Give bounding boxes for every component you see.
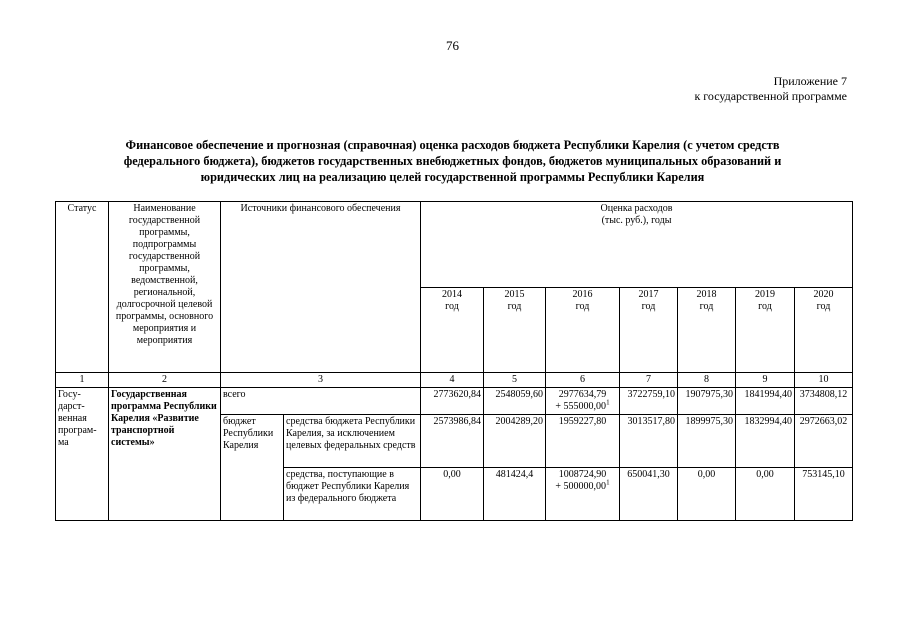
- value-cell: 2972663,02: [795, 415, 853, 468]
- header-year-2019: [736, 287, 795, 373]
- header-year-2014: [421, 287, 484, 373]
- footnote-mark: 1: [606, 398, 610, 407]
- value-extra-amount: + 500000,00: [555, 481, 607, 492]
- footnote-mark: 1: [606, 478, 610, 487]
- value-cell: 1841994,40: [736, 388, 795, 415]
- column-number-6: 6: [546, 373, 620, 388]
- value-cell: 3734808,12: [795, 388, 853, 415]
- year-unit: год: [507, 300, 522, 312]
- header-year-2015: [484, 287, 546, 373]
- year-unit: год: [641, 300, 656, 312]
- column-number-8: 8: [678, 373, 736, 388]
- title-line-2: федерального бюджета), бюджетов государственных внебюджетных фондов, бюджетов муниципальных образований и: [123, 154, 782, 168]
- header-estimate-line-2: (тыс. руб.), годы: [601, 215, 672, 226]
- value-cell: 2548059,60: [484, 388, 546, 415]
- year-label: 2018: [696, 288, 717, 300]
- header-year-2016: [546, 287, 620, 373]
- page-number: 76: [446, 38, 459, 53]
- year-unit: год: [445, 300, 459, 312]
- value-cell: 1907975,30: [678, 388, 736, 415]
- value-cell: 3722759,10: [620, 388, 678, 415]
- value-cell: 2004289,20: [484, 415, 546, 468]
- value-cell: 481424,4: [484, 468, 546, 521]
- appendix-line-2: к государственной программе: [694, 89, 847, 103]
- source-federal-funds: средства, поступающие в бюджет Республики Карелия из федерального бюджета: [284, 468, 421, 521]
- column-number-row: [56, 373, 853, 388]
- value-cell: 0,00: [421, 468, 484, 521]
- header-estimate-line-1: Оценка расходов: [600, 203, 673, 214]
- year-unit: год: [816, 300, 831, 312]
- column-number-3: 3: [221, 373, 421, 388]
- column-number-10: 10: [795, 373, 853, 388]
- column-number-5: 5: [484, 373, 546, 388]
- year-label: 2020: [813, 288, 834, 300]
- value-cell-2016: [546, 468, 620, 521]
- header-estimate: [421, 202, 853, 288]
- year-label: 2015: [504, 288, 525, 300]
- value-cell: 1832994,40: [736, 415, 795, 468]
- value-cell: 2573986,84: [421, 415, 484, 468]
- budget-label: бюджет Республики Карелия: [221, 415, 284, 521]
- header-year-2018: [678, 287, 736, 373]
- column-number-7: 7: [620, 373, 678, 388]
- finance-table: [55, 201, 853, 521]
- year-label: 2019: [755, 288, 775, 300]
- column-number-2: 2: [109, 373, 221, 388]
- year-unit: год: [758, 300, 772, 312]
- header-sources: Источники финансового обеспечения: [221, 202, 421, 373]
- source-regional-funds: средства бюджета Республики Карелия, за исключением целевых федеральных средств: [284, 415, 421, 468]
- appendix-line-1: Приложение 7: [773, 74, 847, 88]
- value-extra-amount: + 555000,00: [555, 401, 607, 412]
- value-cell: 0,00: [678, 468, 736, 521]
- document-title: [70, 137, 835, 185]
- year-label: 2016: [572, 288, 593, 300]
- value-cell: 753145,10: [795, 468, 853, 521]
- title-line-3: юридических лиц на реализацию целей государственной программы Республики Карелия: [200, 170, 705, 184]
- value-main: 2977634,79: [558, 389, 607, 400]
- value-main: 1008724,90: [558, 469, 607, 480]
- header-year-2017: [620, 287, 678, 373]
- year-label: 2014: [442, 288, 462, 300]
- value-cell: 0,00: [736, 468, 795, 521]
- value-cell-2016: [546, 388, 620, 415]
- value-cell: 3013517,80: [620, 415, 678, 468]
- column-number-9: 9: [736, 373, 795, 388]
- value-cell: 650041,30: [620, 468, 678, 521]
- header-row-1: [56, 202, 853, 288]
- year-unit: год: [575, 300, 590, 312]
- header-status: Статус: [56, 202, 109, 373]
- year-unit: год: [699, 300, 714, 312]
- source-total: всего: [221, 388, 421, 415]
- appendix-note: [694, 74, 847, 104]
- value-cell: 1899975,30: [678, 415, 736, 468]
- program-status: Госу-дарст-венная програм-ма: [56, 388, 109, 521]
- value-cell: 1959227,80: [546, 415, 620, 468]
- value-extra: [548, 478, 617, 493]
- header-name: Наименование государственной программы, подпрограммы государственной программы, ведомственной, региональной, долгосрочной целевой программы, основного мероприятия и мероприятия: [109, 202, 221, 373]
- column-number-4: 4: [421, 373, 484, 388]
- program-name: Государственная программа Республики Карелия «Развитие транспортной системы»: [109, 388, 221, 521]
- column-number-1: 1: [56, 373, 109, 388]
- year-label: 2017: [638, 288, 659, 300]
- title-line-1: Финансовое обеспечение и прогнозная (справочная) оценка расходов бюджета Республики Карелия (с учетом средств: [125, 138, 780, 152]
- header-year-2020: [795, 287, 853, 373]
- value-cell: 2773620,84: [421, 388, 484, 415]
- value-extra: [548, 398, 617, 413]
- table-row-total: [56, 388, 853, 415]
